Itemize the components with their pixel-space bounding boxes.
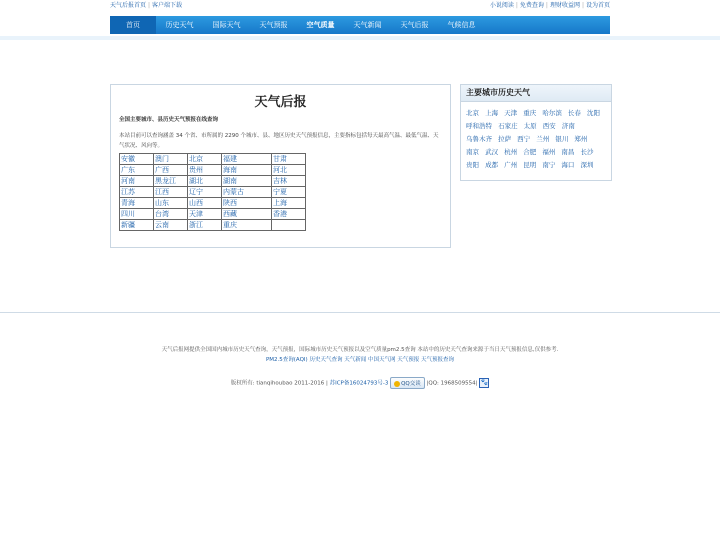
- province-link[interactable]: 福建: [222, 154, 272, 165]
- province-link[interactable]: 河南: [120, 176, 154, 187]
- province-link[interactable]: 浙江: [188, 220, 222, 231]
- city-link[interactable]: 沈阳: [586, 109, 600, 117]
- icp-link[interactable]: 苏ICP备16024793号-3: [329, 380, 389, 387]
- province-link[interactable]: 内蒙古: [222, 187, 272, 198]
- nav-air-quality[interactable]: 空气质量: [306, 21, 335, 29]
- city-link[interactable]: 深圳: [580, 161, 594, 169]
- province-link[interactable]: 江西: [154, 187, 188, 198]
- table-row: [120, 154, 306, 165]
- city-link[interactable]: 长沙: [580, 148, 594, 156]
- client-download-link[interactable]: 客户端下载: [152, 2, 183, 9]
- top-links-right: 小说阅读 | 免费查询 | 理财收益网 | 设为首页: [489, 2, 610, 9]
- footer-description: 天气后报网提供全国国内城市历史天气查询，天气预报，国际城市历史天气预报以及空气质量pm2.5查询 本站中的历史天气查询来源于当日天气预报信息,仅供参考.: [161, 347, 559, 353]
- city-link[interactable]: 济南: [561, 122, 575, 130]
- province-link[interactable]: 辽宁: [188, 187, 222, 198]
- city-link[interactable]: 拉萨: [498, 135, 512, 143]
- province-link[interactable]: 山东: [154, 198, 188, 209]
- province-link[interactable]: 新疆: [120, 220, 154, 231]
- finance-link[interactable]: 理财收益网: [549, 2, 580, 9]
- city-link[interactable]: 西宁: [517, 135, 531, 143]
- province-link[interactable]: 天津: [188, 209, 222, 220]
- set-homepage-link[interactable]: 设为首页: [585, 2, 610, 9]
- nav-history-weather[interactable]: 历史天气: [165, 21, 194, 29]
- footer-copyright-row: [0, 377, 720, 389]
- footer-link-forecast[interactable]: 天气预报: [397, 357, 420, 363]
- province-link[interactable]: 吉林: [272, 176, 306, 187]
- city-link[interactable]: 乌鲁木齐: [466, 135, 492, 143]
- city-link[interactable]: 上海: [485, 109, 499, 117]
- table-row: [120, 220, 306, 231]
- province-table: [119, 153, 306, 231]
- nav-shadow-band: [0, 36, 720, 40]
- major-cities-panel: [460, 84, 612, 181]
- province-link[interactable]: 重庆: [222, 220, 272, 231]
- main-content-box: [110, 84, 451, 248]
- city-link[interactable]: 南昌: [561, 148, 575, 156]
- city-link[interactable]: 天津: [504, 109, 518, 117]
- footer-link-pm25[interactable]: PM2.5查询(AQI): [265, 357, 308, 363]
- province-link[interactable]: 河北: [272, 165, 306, 176]
- province-link[interactable]: 广东: [120, 165, 154, 176]
- page-subtitle: 全国主要城市、县历史天气预报在线查询: [119, 117, 219, 123]
- province-link[interactable]: 贵州: [188, 165, 222, 176]
- city-link[interactable]: 北京: [466, 109, 479, 117]
- province-link[interactable]: 上海: [272, 198, 306, 209]
- copyright-text: 版权所有: tianqihoubao 2011-2016 |: [230, 380, 328, 387]
- city-link[interactable]: 南宁: [542, 161, 556, 169]
- nav-climate-info[interactable]: 气候信息: [447, 21, 476, 29]
- province-link[interactable]: 江苏: [120, 187, 154, 198]
- footer-link-history[interactable]: 历史天气查询: [309, 357, 343, 363]
- main-nav: [110, 16, 610, 34]
- province-link[interactable]: 陕西: [222, 198, 272, 209]
- province-link[interactable]: 云南: [154, 220, 188, 231]
- city-link[interactable]: 成都: [485, 161, 499, 169]
- city-link[interactable]: 杭州: [504, 148, 518, 156]
- province-link[interactable]: 海南: [222, 165, 272, 176]
- province-link[interactable]: 甘肃: [272, 154, 306, 165]
- city-link[interactable]: 福州: [542, 148, 556, 156]
- city-link[interactable]: 郑州: [574, 135, 588, 143]
- nav-home[interactable]: 首页: [110, 16, 156, 34]
- province-link[interactable]: 广西: [154, 165, 188, 176]
- city-link[interactable]: 贵阳: [466, 161, 479, 169]
- qq-chat-label: QQ交谈: [401, 381, 421, 387]
- city-link[interactable]: 海口: [561, 161, 575, 169]
- page-title: 天气后报: [254, 95, 307, 110]
- top-links-left: 天气后报首页 | 客户端下载: [110, 2, 183, 9]
- table-row: [120, 209, 306, 220]
- novel-link[interactable]: 小说阅读: [489, 2, 514, 9]
- footer-link-china-weather[interactable]: 中国天气网: [367, 357, 396, 363]
- nav-weather-report[interactable]: 天气后报: [400, 21, 429, 29]
- home-link[interactable]: 天气后报首页: [110, 2, 147, 9]
- city-link[interactable]: 太原: [523, 122, 537, 130]
- province-link[interactable]: 香港: [272, 209, 306, 220]
- province-link[interactable]: 西藏: [222, 209, 272, 220]
- major-cities-title: 主要城市历史天气: [461, 85, 611, 102]
- footer-link-news[interactable]: 天气新闻: [344, 357, 367, 363]
- city-link[interactable]: 银川: [555, 135, 569, 143]
- city-link[interactable]: 重庆: [523, 109, 537, 117]
- province-link[interactable]: 湖北: [188, 176, 222, 187]
- table-row: [120, 176, 306, 187]
- table-row: [120, 165, 306, 176]
- city-link[interactable]: 哈尔滨: [542, 109, 562, 117]
- city-link-list: [461, 102, 611, 172]
- city-link[interactable]: 武汉: [485, 148, 499, 156]
- city-link[interactable]: 广州: [504, 161, 518, 169]
- city-link[interactable]: 合肥: [523, 148, 537, 156]
- free-query-link[interactable]: 免费查询: [519, 2, 544, 9]
- empty-cell: [272, 220, 306, 231]
- province-link[interactable]: 四川: [120, 209, 154, 220]
- nav-international-weather[interactable]: 国际天气: [212, 21, 241, 29]
- province-link[interactable]: 台湾: [154, 209, 188, 220]
- city-link[interactable]: 呼和浩特: [466, 122, 492, 130]
- province-link[interactable]: 安徽: [120, 154, 154, 165]
- top-bar: [110, 0, 610, 12]
- qq-penguin-icon: [394, 381, 400, 387]
- footer-link-forecast-query[interactable]: 天气预报查询: [421, 357, 455, 363]
- nav-weather-forecast[interactable]: 天气预报: [259, 21, 288, 29]
- table-row: [120, 187, 306, 198]
- nav-weather-news[interactable]: 天气新闻: [353, 21, 382, 29]
- city-link[interactable]: 西安: [542, 122, 556, 130]
- table-row: [120, 198, 306, 209]
- page-description: 本站目前可以查询涵盖 34 个省、市所属的 2290 个城市、县、地区历史天气预报信息，主要指标包括每天最高气温、最低气温、天气状况、风向等。: [119, 133, 439, 149]
- province-link[interactable]: 北京: [188, 154, 222, 165]
- city-link[interactable]: 昆明: [523, 161, 537, 169]
- province-link[interactable]: 宁夏: [272, 187, 306, 198]
- province-link[interactable]: 青海: [120, 198, 154, 209]
- stats-paw-icon[interactable]: 🐾: [480, 379, 488, 386]
- city-link[interactable]: 长春: [567, 109, 581, 117]
- city-link[interactable]: 兰州: [536, 135, 550, 143]
- footer-links: [0, 355, 720, 363]
- province-link[interactable]: 湖南: [222, 176, 272, 187]
- qq-number: |QQ: 1968509554|: [426, 380, 478, 387]
- qq-chat-button[interactable]: [390, 377, 425, 389]
- city-link[interactable]: 石家庄: [498, 122, 518, 130]
- province-link[interactable]: 澳门: [154, 154, 188, 165]
- city-link[interactable]: 南京: [466, 148, 479, 156]
- province-link[interactable]: 黑龙江: [154, 176, 188, 187]
- province-link[interactable]: 山西: [188, 198, 222, 209]
- footer-divider: [0, 312, 720, 313]
